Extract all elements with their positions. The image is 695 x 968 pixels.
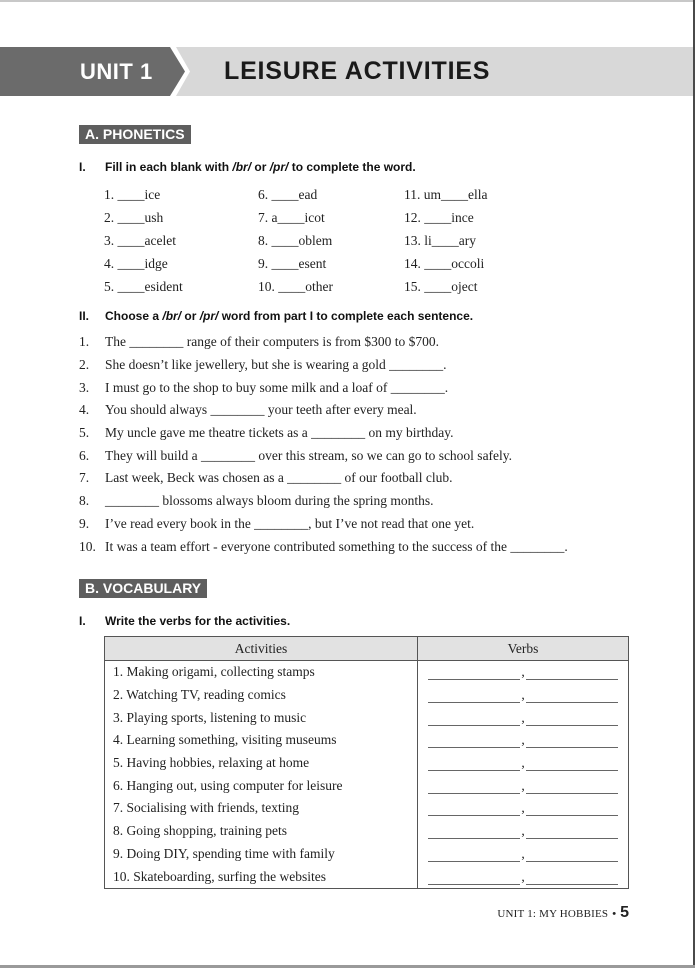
answer-blank[interactable] (428, 847, 520, 862)
sentence-item[interactable] (79, 444, 649, 467)
activity-cell: 6. Hanging out, using computer for leisure (113, 777, 343, 793)
table-row (105, 865, 629, 888)
verbs-answer-cell[interactable] (418, 729, 629, 752)
activity-cell: 7. Socialising with friends, texting (113, 800, 299, 816)
header-verbs: Verbs (418, 637, 629, 661)
verbs-separator: , (521, 823, 525, 839)
instruction-text: Choose a (105, 309, 163, 323)
sentence-item[interactable] (79, 331, 649, 354)
table-row (105, 820, 629, 843)
word-row (104, 275, 524, 298)
table-row (105, 843, 629, 866)
unit-banner (0, 47, 693, 96)
sentence-text: I must go to the shop to buy some milk and a loaf of ________. (105, 379, 449, 395)
word-blank-item[interactable]: 2. ____ush (104, 209, 164, 225)
verbs-answer-cell[interactable] (418, 661, 629, 684)
sentence-number: 6. (79, 447, 90, 463)
header-activities: Activities (105, 637, 418, 661)
answer-blank[interactable] (526, 847, 618, 862)
verbs-answer-cell[interactable] (418, 797, 629, 820)
sentence-item[interactable] (79, 354, 649, 377)
sentence-text: Last week, Beck was chosen as a ________ of our football club. (105, 470, 453, 486)
instruction-text: Fill in each blank with (105, 160, 233, 174)
sound-br: /br/ (232, 160, 252, 174)
verbs-separator: , (521, 687, 525, 703)
sentence-text: I’ve read every book in the ________, but I’ve not read that one yet. (105, 515, 475, 531)
word-blank-item[interactable]: 6. ____ead (258, 186, 318, 202)
activity-cell: 1. Making origami, collecting stamps (113, 664, 315, 680)
sentence-item[interactable] (79, 467, 649, 490)
page-number: 5 (620, 904, 629, 921)
verbs-answer-cell[interactable] (418, 865, 629, 888)
verbs-separator: , (521, 845, 525, 861)
table-header-row (105, 637, 629, 661)
sentence-item[interactable] (79, 535, 649, 558)
sentence-list (79, 331, 649, 558)
verbs-separator: , (521, 664, 525, 680)
answer-blank[interactable] (428, 733, 520, 748)
verbs-answer-cell[interactable] (418, 774, 629, 797)
sentence-item[interactable] (79, 376, 649, 399)
sentence-number: 3. (79, 379, 90, 395)
verbs-answer-cell[interactable] (418, 752, 629, 775)
word-blank-item[interactable]: 9. ____esent (258, 255, 327, 271)
answer-blank[interactable] (428, 779, 520, 794)
word-blank-item[interactable]: 5. ____esident (104, 278, 183, 294)
unit-title: LEISURE ACTIVITIES (224, 57, 491, 85)
instruction-text: or (251, 160, 270, 174)
answer-blank[interactable] (428, 824, 520, 839)
instruction-number: II. (79, 309, 90, 323)
instruction-number: I. (79, 614, 86, 628)
table-row (105, 752, 629, 775)
answer-blank[interactable] (526, 711, 618, 726)
answer-blank[interactable] (526, 756, 618, 771)
instruction-text: word from part I to complete each sentence. (218, 309, 474, 323)
sentence-text: The ________ range of their computers is from $300 to $700. (105, 334, 440, 350)
table-row (105, 661, 629, 684)
sentence-text: ________ blossoms always bloom during the spring months. (105, 493, 434, 509)
instruction-text: to complete the word. (288, 160, 416, 174)
section-vocabulary-heading: B. VOCABULARY (79, 579, 207, 598)
activity-cell: 2. Watching TV, reading comics (113, 687, 286, 703)
page-top-edge (0, 0, 695, 2)
answer-blank[interactable] (428, 665, 520, 680)
sound-pr: /pr/ (199, 309, 219, 323)
section-phonetics-heading: A. PHONETICS (79, 125, 191, 144)
table-row (105, 684, 629, 707)
answer-blank[interactable] (428, 711, 520, 726)
activity-cell: 3. Playing sports, listening to music (113, 709, 307, 725)
sentence-number: 4. (79, 402, 90, 418)
instruction-number: I. (79, 160, 86, 174)
answer-blank[interactable] (526, 824, 618, 839)
answer-blank[interactable] (526, 688, 618, 703)
word-blank-item[interactable]: 12. ____ince (404, 209, 474, 225)
sentence-text: My uncle gave me theatre tickets as a ________ on my birthday. (105, 425, 454, 441)
vocabulary-instruction-1 (79, 614, 290, 628)
sentence-number: 5. (79, 425, 90, 441)
answer-blank[interactable] (526, 870, 618, 885)
sentence-number: 9. (79, 515, 90, 531)
answer-blank[interactable] (526, 779, 618, 794)
word-blank-item[interactable]: 8. ____oblem (258, 232, 333, 248)
verbs-separator: , (521, 777, 525, 793)
footer-bullet: • (612, 908, 617, 920)
word-blank-item[interactable]: 4. ____idge (104, 255, 168, 271)
activity-cell: 9. Doing DIY, spending time with family (113, 845, 335, 861)
word-blank-item[interactable]: 3. ____acelet (104, 232, 176, 248)
verbs-answer-cell[interactable] (418, 843, 629, 866)
sentence-number: 10. (79, 538, 96, 554)
verbs-answer-cell[interactable] (418, 706, 629, 729)
activity-cell: 10. Skateboarding, surfing the websites (113, 868, 326, 884)
sentence-number: 7. (79, 470, 90, 486)
page-footer (497, 904, 629, 922)
sound-pr: /pr/ (269, 160, 289, 174)
verbs-separator: , (521, 800, 525, 816)
unit-label: UNIT 1 (80, 59, 153, 84)
instruction-text: Write the verbs for the activities. (105, 614, 291, 628)
verbs-separator: , (521, 868, 525, 884)
word-blank-item[interactable]: 14. ____occoli (404, 255, 485, 271)
sentence-item[interactable] (79, 422, 649, 445)
answer-blank[interactable] (428, 801, 520, 816)
activities-verbs-table (104, 636, 629, 889)
sentence-item[interactable] (79, 513, 649, 536)
sentence-text: It was a team effort - everyone contributed something to the success of the ________. (105, 538, 568, 554)
table-row (105, 706, 629, 729)
verbs-answer-cell[interactable] (418, 820, 629, 843)
instruction-text: or (181, 309, 200, 323)
verbs-separator: , (521, 709, 525, 725)
phonetics-word-grid (104, 183, 524, 298)
table-row (105, 729, 629, 752)
sentence-text: You should always ________ your teeth after every meal. (105, 402, 417, 418)
word-row (104, 252, 524, 275)
answer-blank[interactable] (428, 756, 520, 771)
verbs-separator: , (521, 732, 525, 748)
word-blank-item[interactable]: 11. um____ella (404, 186, 488, 202)
answer-blank[interactable] (428, 870, 520, 885)
word-blank-item[interactable]: 10. ____other (258, 278, 333, 294)
sentence-text: They will build a ________ over this stream, so we can go to school safely. (105, 447, 513, 463)
activity-cell: 5. Having hobbies, relaxing at home (113, 755, 310, 771)
table-row (105, 797, 629, 820)
verbs-separator: , (521, 755, 525, 771)
table-row (105, 774, 629, 797)
phonetics-instruction-1 (79, 160, 416, 174)
word-blank-item[interactable]: 13. li____ary (404, 232, 476, 248)
word-row (104, 183, 524, 206)
sentence-text: She doesn’t like jewellery, but she is wearing a gold ________. (105, 357, 447, 373)
sentence-item[interactable] (79, 490, 649, 513)
answer-blank[interactable] (526, 665, 618, 680)
verbs-answer-cell[interactable] (418, 684, 629, 707)
word-blank-item[interactable]: 7. a____icot (258, 209, 325, 225)
sentence-number: 8. (79, 493, 90, 509)
word-row (104, 229, 524, 252)
sentence-item[interactable] (79, 399, 649, 422)
phonetics-instruction-2 (79, 309, 473, 323)
word-row (104, 206, 524, 229)
sound-br: /br/ (162, 309, 182, 323)
answer-blank[interactable] (428, 688, 520, 703)
activity-cell: 8. Going shopping, training pets (113, 823, 287, 839)
answer-blank[interactable] (526, 801, 618, 816)
word-blank-item[interactable]: 1. ____ice (104, 186, 161, 202)
answer-blank[interactable] (526, 733, 618, 748)
footer-unit-label: UNIT 1: MY HOBBIES (497, 908, 609, 920)
word-blank-item[interactable]: 15. ____oject (404, 278, 478, 294)
activity-cell: 4. Learning something, visiting museums (113, 732, 337, 748)
sentence-number: 2. (79, 357, 90, 373)
sentence-number: 1. (79, 334, 90, 350)
